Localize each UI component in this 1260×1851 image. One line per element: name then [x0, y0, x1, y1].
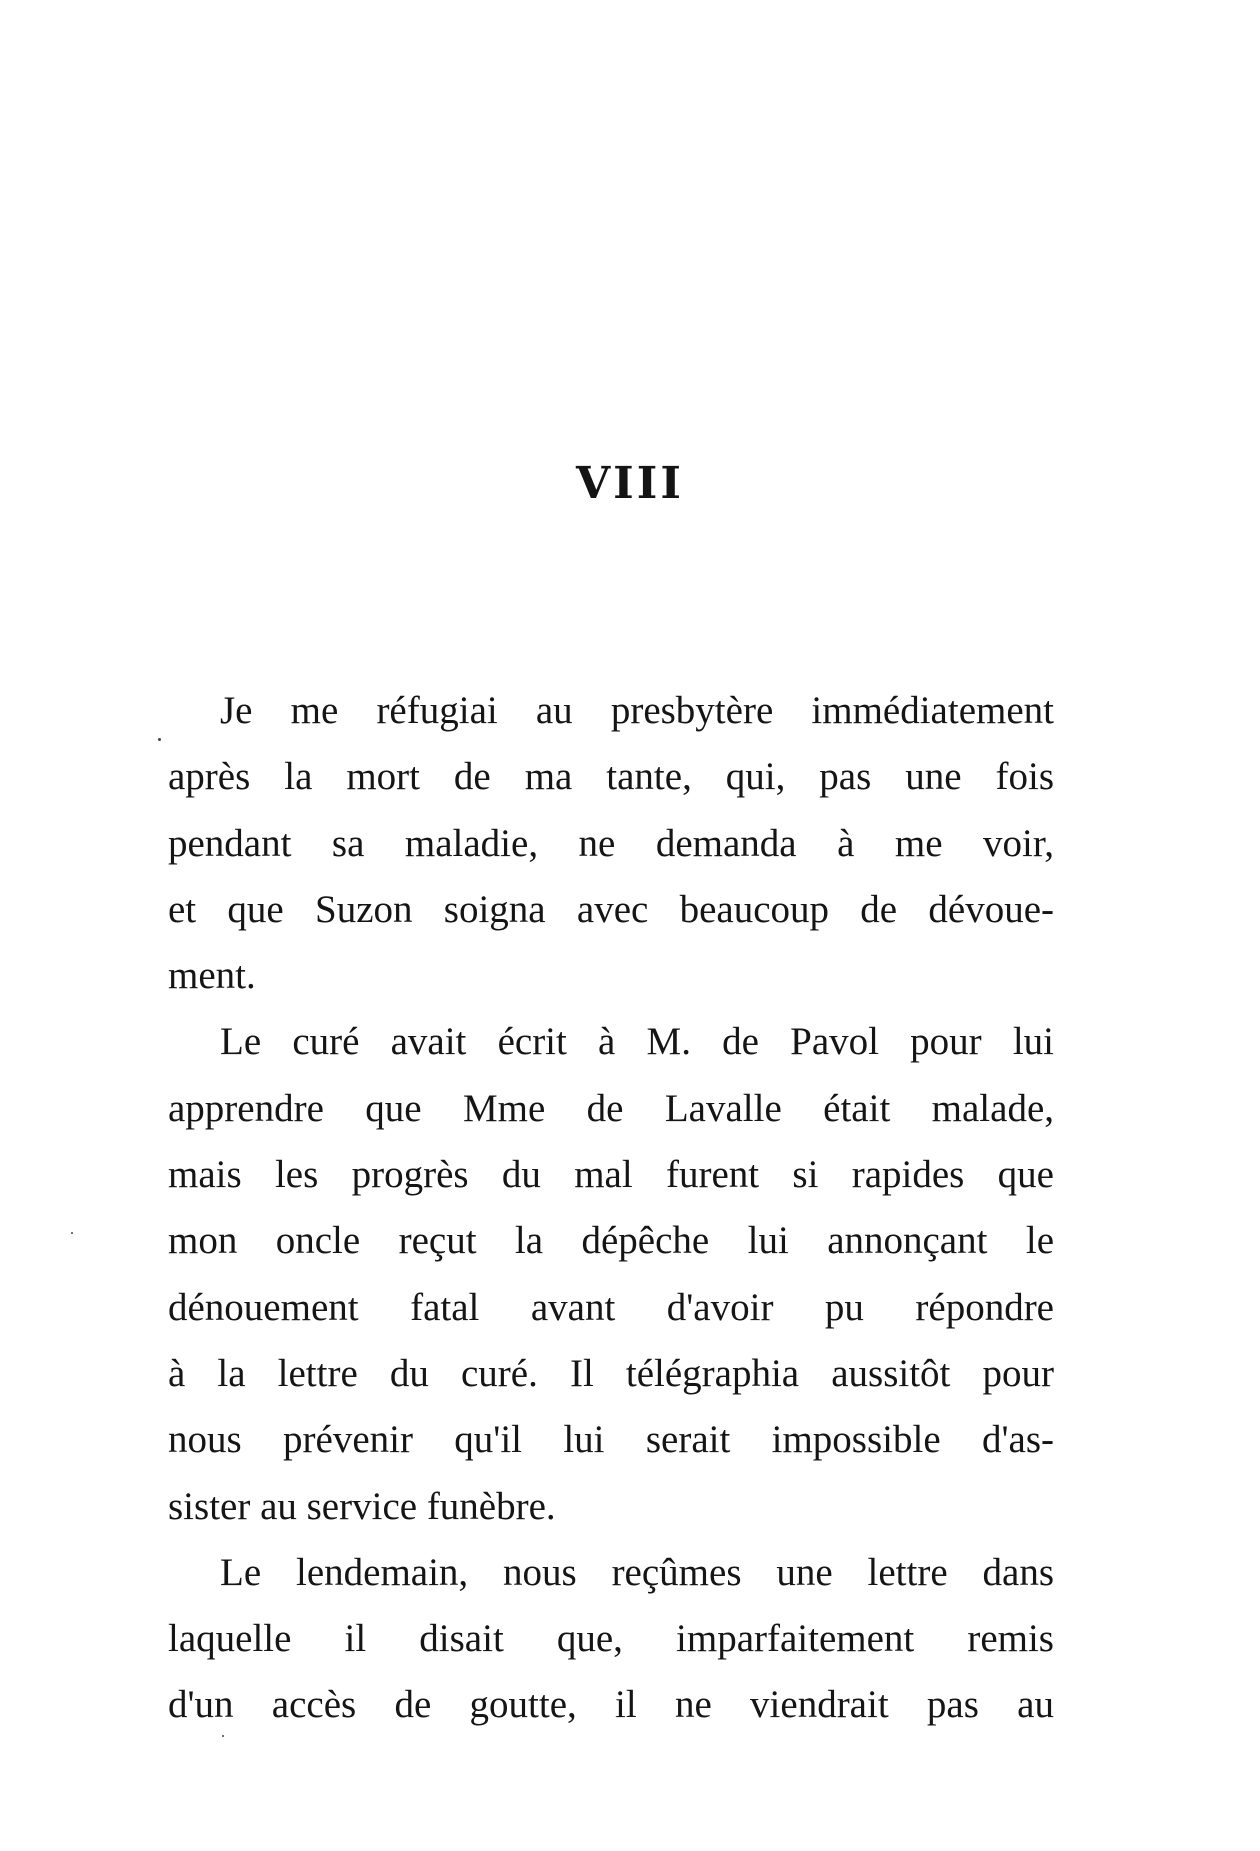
- text-line: Le lendemain, nous reçûmes une lettre dans: [220, 1550, 1054, 1594]
- text-line: nous prévenir qu'il lui serait impossible d'as-: [168, 1418, 1054, 1462]
- text-line: sister au service funèbre.: [168, 1484, 556, 1528]
- print-speck: [158, 738, 161, 741]
- text-line: d'un accès de goutte, il ne viendrait pas au: [168, 1683, 1054, 1727]
- text-line: Le curé avait écrit à M. de Pavol pour lui: [220, 1020, 1054, 1064]
- print-speck: [222, 1735, 224, 1737]
- text-line: pendant sa maladie, ne demanda à me voir,: [168, 821, 1054, 865]
- print-speck: [71, 1232, 73, 1234]
- text-line: dénouement fatal avant d'avoir pu répondre: [168, 1285, 1054, 1329]
- text-line: ment.: [168, 954, 256, 998]
- text-line: Je me réfugiai au presbytère immédiatement: [220, 689, 1054, 732]
- text-line: mon oncle reçut la dépêche lui annonçant le: [168, 1219, 1054, 1263]
- text-line: apprendre que Mme de Lavalle était malade,: [168, 1086, 1054, 1130]
- body-text: [168, 678, 1054, 1739]
- text-line: mais les progrès du mal furent si rapides que: [168, 1153, 1054, 1197]
- chapter-heading: VIII: [576, 458, 684, 509]
- text-line: laquelle il disait que, imparfaitement remis: [168, 1617, 1054, 1661]
- text-line: à la lettre du curé. Il télégraphia aussitôt pour: [168, 1351, 1054, 1395]
- text-line: après la mort de ma tante, qui, pas une fois: [168, 755, 1054, 799]
- text-line: et que Suzon soigna avec beaucoup de dévoue-: [168, 887, 1054, 931]
